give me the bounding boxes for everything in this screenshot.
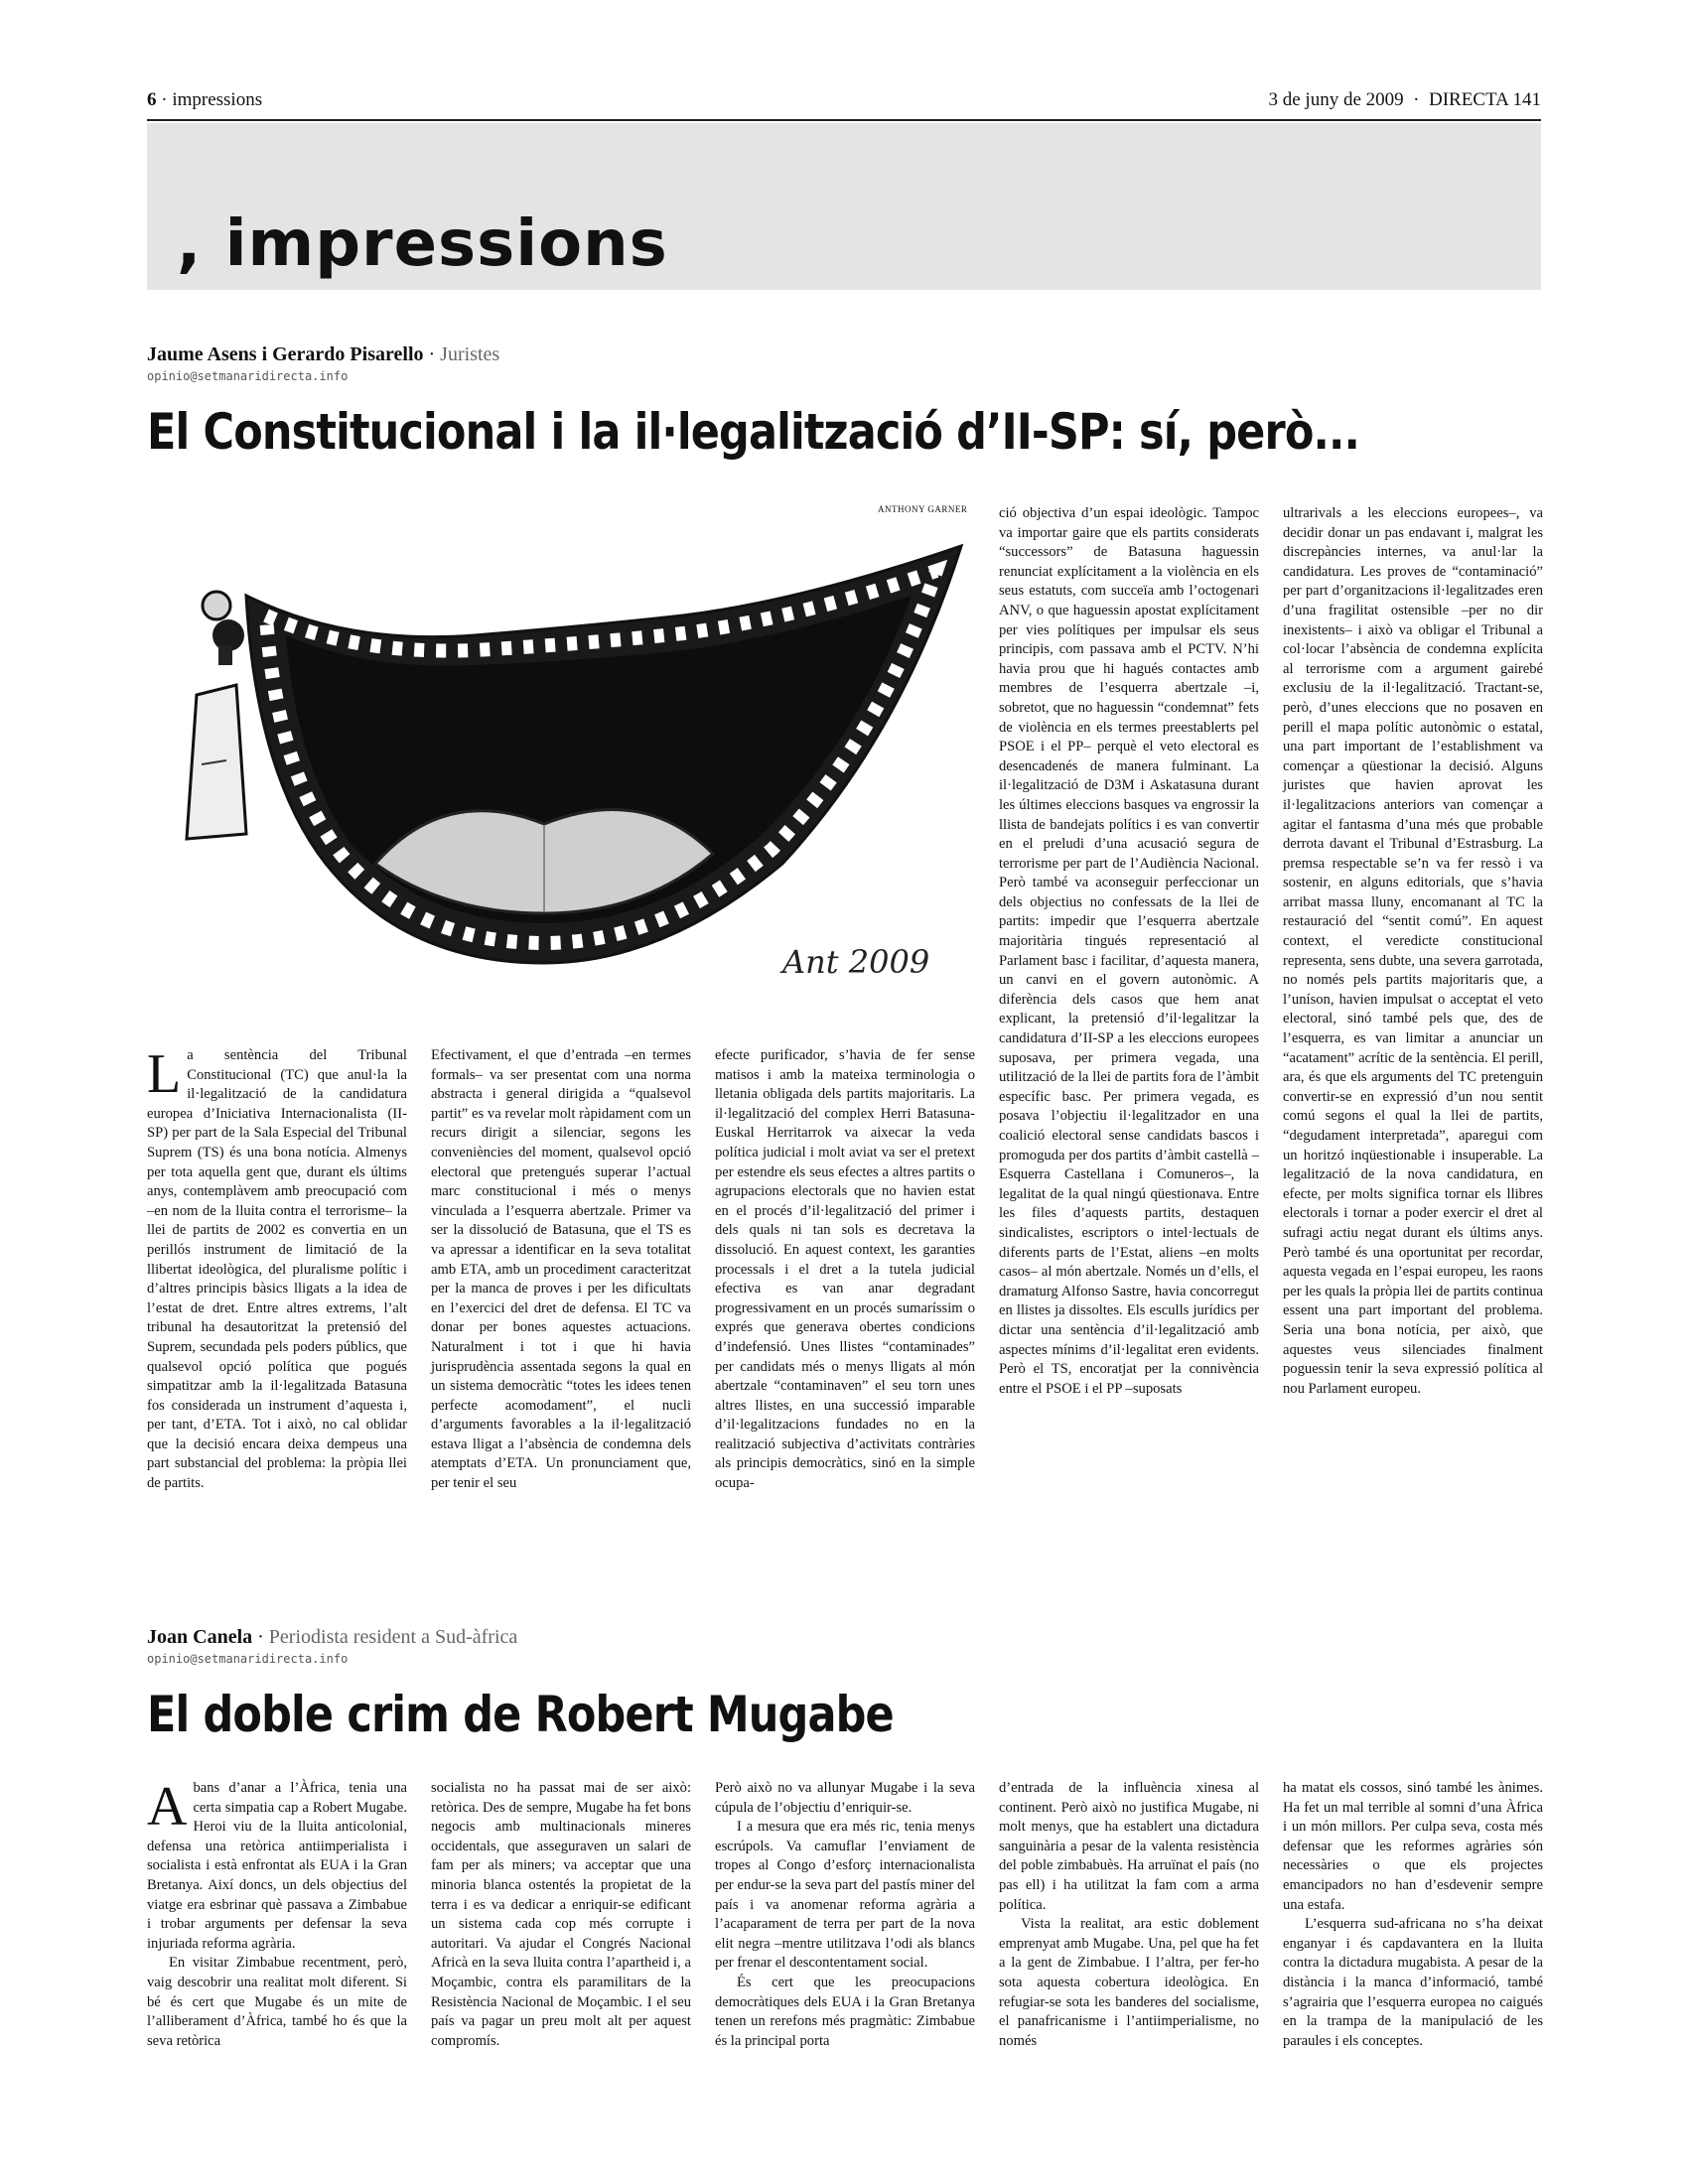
- page-number: 6: [147, 89, 157, 110]
- issue-date: 3 de juny de 2009: [1268, 89, 1404, 110]
- article1-role: Juristes: [440, 343, 500, 365]
- article2-role: Periodista resident a Sud-àfrica: [268, 1626, 518, 1648]
- article2-email: opinio@setmanaridirecta.info: [147, 1652, 349, 1666]
- article1-column-2: [431, 1046, 691, 1494]
- dropcap-A: A: [147, 1776, 188, 1838]
- article1-byline: [147, 343, 499, 366]
- article2-headline: El doble crim de Robert Mugabe: [147, 1686, 894, 1743]
- article2-col3-p2: I a mesura que era més ric, tenia menys escrúpols. Va camuflar l’enviament de tropes al Congo d’esforç internacionalista per endur-se la seva part del pastís miner del país i va anomenar reforma agrària a l’acaparament de terra per part de la nova elit negra –mentre utilitzava l’odi als blancs per frenar el descontentament social.: [715, 1819, 975, 1972]
- article1-col5-text: ultrarivals a les eleccions europees–, va decidir donar un pas endavant i, malgrat les discrepàncies internes, va anul·lar la candidatura. Les proves de “contaminació” per part d’organitzacions il·legalitzades eren d’una fragilitat ostensible –per no dir inexistents– i això va obligar el Tribunal a col·locar l’absència de condemna explícita al terrorisme com a argument gairebé exclusiu de la il·legalització. Tractant-se, però, d’unes eleccions que no posaven en perill el mapa polític autonòmic o estatal, una part important de l’establishment va començar a qüestionar la decisió. Alguns juristes que havien aprovat les il·legalitzacions anteriors van començar a agitar el fantasma d’una més que probable derrota davant el Tribunal d’Estrasburg. La premsa respectable se’n va fer ressò i va sostenir, en alguns editorials, que s’havia arribat massa lluny, encomanant al TC la restauració del “sentit comú”. En aquest context, el veredicte constitucional representa, sens dubte, una severa garrotada, no només pels partits majoritaris que, a l’uníson, havien impulsat o acceptat el veto electoral, sinó també pels que, des de l’esquerra, es van limitar a anunciar un “acatament” acrític de la sentència. El perill, ara, és que els arguments del TC pretenguin convertir-se en expressió d’un nou sentit comú segons el qual la llei de partits, “degudament interpretada”, aparegui com un horitzó inqüestionable i insuperable. La legalització de la nova candidatura, en efecte, per molts significa tornar els llibres electorals i tornar a poder exercir el dret al sufragi actiu negat durant els últims anys. Però també és una oportunitat per recordar, aquesta vegada en l’espai europeu, les raons per les quals la pròpia llei de partits continua essent una part important del problema. Seria una bona notícia, per això, que aquestes veus silenciades finalment poguessin tenir la seva expressió política al nou Parlament europeu.: [1283, 505, 1543, 1397]
- article2-col3-p1: Però això no va allunyar Mugabe i la seva cúpula de l’objectiu d’enriquir-se.: [715, 1780, 975, 1816]
- article1-col1-text: a sentència del Tribunal Constitucional (TC) que anul·la la il·legalització de la candidatura europea d’Iniciativa Internacionalista (II-SP) per part de la Sala Especial del Tribunal Suprem (TS) és una bona notícia. Almenys per tota aquella gent que, durant els últims anys, contemplàvem amb preocupació com –en nom de la lluita contra el terrorisme– la llei de partits de 2002 es convertia en un perillós instrument de limitació de la llibertat ideològica, del pluralisme polític i d’altres principis bàsics lligats a la idea de l’estat de dret. Entre altres extrems, l’alt tribunal ha desautoritzat la pretensió del Suprem, secundada pels poders públics, que qualsevol opció política que pogués simpatitzar amb la il·legalitzada Batasuna fos considerada un instrument d’aquesta i, per tant, d’ETA. Tot i això, no cal oblidar que la decisió encara deixa dempeus una part substancial del problema: la pròpia llei de partits.: [147, 1047, 407, 1492]
- dropcap-L: L: [147, 1043, 182, 1105]
- folio-left: [147, 89, 262, 111]
- zipper-pull: [187, 592, 246, 839]
- illustration-credit: ANTHONY GARNER: [878, 504, 968, 514]
- article2-column-1: [147, 1776, 407, 2051]
- article2-col5-p2: L’esquerra sud-africana no s’ha deixat enganyar i és capdavantera en la lluita contra la dictadura mugabista. A pesar de la distància i la manca d’informació, també s’agrairia que l’esquerra europea no caigués en la trampa de la manipulació de les paraules i els conceptes.: [1283, 1916, 1543, 2049]
- article2-column-3: [715, 1779, 975, 2051]
- article1-col2-text: Efectivament, el que d’entrada –en termes formals– va ser presentat com una norma abstracta i general dirigida a “qualsevol partit” es va revelar molt ràpidament com un recurs dirigit a silenciar, segons les conveniències del moment, qualsevol opció electoral que pretengués superar l’actual marc constitucional i més o menys vinculada a l’esquerra abertzale. Primer va ser la dissolució de Batasuna, que el TS es va apressar a identificar en la seva totalitat amb ETA, amb un procediment caracteritzat per la manca de proves i per les dificultats en l’exercici del dret de defensa. El TC va donar per bones aquestes actuacions. Naturalment i tot i que hi havia jurisprudència assentada segons la qual en un sistema democràtic “totes les idees tenen perfecte acomodament”, el nucli d’arguments favorables a la il·legalització estava lligat a l’absència de condemna dels atemptats d’ETA. Un pronunciament que, per tenir el seu: [431, 1047, 691, 1492]
- article1-column-3: [715, 1046, 975, 1494]
- article1-authors: Jaume Asens i Gerardo Pisarello: [147, 343, 424, 365]
- article1-column-5: [1283, 504, 1543, 1399]
- byline-separator-2: ·: [257, 1626, 264, 1648]
- zipper-mouth-illustration: [147, 536, 973, 1003]
- folio-right: [1269, 89, 1542, 111]
- folio-separator: ·: [161, 89, 168, 110]
- article2-column-5: [1283, 1779, 1543, 2051]
- article2-col2-text: socialista no ha passat mai de ser això: retòrica. Des de sempre, Mugabe ha fet bons negocis amb multinacionals mineres occidentals, que asseguraven un salari de fam per als miners; va acceptar que una minoria blanca ostentés la propietat de la terra i es va dedicar a enriquir-se edificant un sistema cada cop més corrupte i autoritari. Va ajudar el Congrés Nacional Africà en la seva lluita contra l’apartheid i, a Moçambic, contra els paramilitars de la Resistència Nacional de Moçambic. I el seu país va pagar un preu molt alt per aquest compromís.: [431, 1780, 691, 2049]
- section-banner: [147, 123, 1541, 290]
- article2-col3-p3: És cert que les preocupacions democràtiques dels EUA i la Gran Bretanya tenen un rerefons més pragmàtic: Zimbabue és la principal porta: [715, 1974, 975, 2049]
- page-header: [147, 89, 1541, 121]
- section-title: , impressions: [177, 207, 668, 281]
- article2-column-2: [431, 1779, 691, 2051]
- article2-column-4: [999, 1779, 1259, 2051]
- artist-signature: Ant 2009: [782, 943, 930, 981]
- article2-col1-p1: bans d’anar a l’Àfrica, tenia una certa simpatia cap a Robert Mugabe. Heroi viu de la lluita anticolonial, defensa una retòrica antiimperialista i socialista i està enfrontat als EUA i la Gran Bretanya. Així doncs, un dels objectius del viatge era esbrinar què passava a Zimbabue i trobar arguments per defensar la seva injuriada reforma agrària.: [147, 1780, 407, 1952]
- article2-col4-p1: d’entrada de la influència xinesa al continent. Però això no justifica Mugabe, ni molt menys, que ha establert una dictadura sanguinària a pesar de la valenta resistència del poble zimbabuès. Ha arruïnat el país (no pas ell) i ha utilitzat la fam com a arma política.: [999, 1780, 1259, 1913]
- publication-name: DIRECTA 141: [1428, 89, 1541, 110]
- article2-author: Joan Canela: [147, 1626, 253, 1648]
- section-name: impressions: [172, 89, 263, 110]
- article1-email: opinio@setmanaridirecta.info: [147, 369, 349, 383]
- folio-separator-2: ·: [1413, 89, 1420, 110]
- byline-separator: ·: [428, 343, 436, 365]
- article1-col3-text: efecte purificador, s’havia de fer sense matisos i amb la mateixa terminologia o lletania obligada dels partits majoritaris. La il·legalització del complex Herri Batasuna-Euskal Herritarrok va aixecar la veda política judicial i molt aviat va ser el pretext per estendre els seus efectes a altres partits o agrupacions electorals que no havien estat en el procés d’il·legalització del primer i dels quals ni tan sols es decretava la dissolució. En aquest context, les garanties processals i el dret a la tutela judicial efectiva es van anar degradant progressivament en un procés sumaríssim o exprés que generava obertes condicions d’indefensió. Unes llistes “contaminades” per candidats més o menys lligats al món abertzale “contaminaven” el seu torn unes altres llistes, en una successió imparable d’il·legalitzacions fundades no en la realització subjectiva d’activitats contràries als principis democràtics, sinó en la simple ocupa-: [715, 1047, 975, 1492]
- article2-byline: [147, 1626, 517, 1649]
- article1-headline: El Constitucional i la il·legalització d’II-SP: sí, però...: [147, 403, 1359, 461]
- article1-column-1: [147, 1043, 407, 1494]
- article1-column-4: [999, 504, 1259, 1399]
- article2-col1-p2: En visitar Zimbabue recentment, però, vaig descobrir una realitat molt diferent. Si bé és cert que Mugabe és un mite de l’alliberament d’Àfrica, també ho és que la seva retòrica: [147, 1955, 407, 2049]
- article1-col4-text: ció objectiva d’un espai ideològic. Tampoc va importar gaire que els partits considerats “successors” de Batasuna haguessin renunciat explícitament a la violència en els seus estatuts, com succeïa amb l’octogenari ANV, o que haguessin apostat explícitament per vies polítiques per impulsar els seus principis, com passava amb el PCTV. N’hi havia prou que hi hagués contactes amb membres de l’esquerra abertzale –i, sobretot, que no haguessin “condemnat” fets de violència en els termes preestablerts pel PSOE i el PP– perquè el veto electoral es desencadenés de manera fulminant. La il·legalització de D3M i Askatasuna durant les últimes eleccions basques va engrossir la llista de bandejats polítics i es van convertir en el preludi d’una acusació segura de terrorisme per part de l’Audiència Nacional. Però també va aconseguir perfeccionar un dels objectius no confessats de la llei de partits: impedir que l’esquerra abertzale majoritària tingués representació al Parlament basc i facilitar, d’aquesta manera, un canvi en el govern autonòmic. A diferència dels casos que hem anat explicant, la pretensió d’il·legalitzar la candidatura d’II-SP a les eleccions europees suposava, per primera vegada, una utilització de la llei de partits fora de l’àmbit específic basc. Per primera vegada, es posava l’objectiu il·legalitzador en una coalició electoral sense candidats bascos i promoguda per dos partits d’àmbit castellà –Esquerra Castellana i Comuneros–, la legalitat de la qual ningú qüestionava. Entre les files d’aquests partits, destaquen sindicalistes, escriptors o intel·lectuals de diferents parts de l’Estat, aliens –en molts casos– al món abertzale. Només un d’ells, el dramaturg Alfonso Sastre, havia concorregut en llistes ja dissoltes. Els esculls jurídics per dictar una sentència d’il·legalització amb aspectes mínims d’il·legalitat eren evidents. Però el TS, encoratjat per la connivència entre el PSOE i el PP –suposats: [999, 505, 1259, 1397]
- article2-col5-p1: ha matat els cossos, sinó també les ànimes. Ha fet un mal terrible al somni d’una Àfrica i un món millors. Per culpa seva, costa més defensar que les reformes agràries són necessàries o que els projectes emancipadors no han d’esdevenir sempre una estafa.: [1283, 1780, 1543, 1913]
- article2-col4-p2: Vista la realitat, ara estic doblement emprenyat amb Mugabe. Una, pel que ha fet a la gent de Zimbabue. I l’altra, per fer-ho sota aquesta cobertura ideològica. En refugiar-se sota les banderes del socialisme, el panafricanisme i l’antiimperialisme, no només: [999, 1916, 1259, 2049]
